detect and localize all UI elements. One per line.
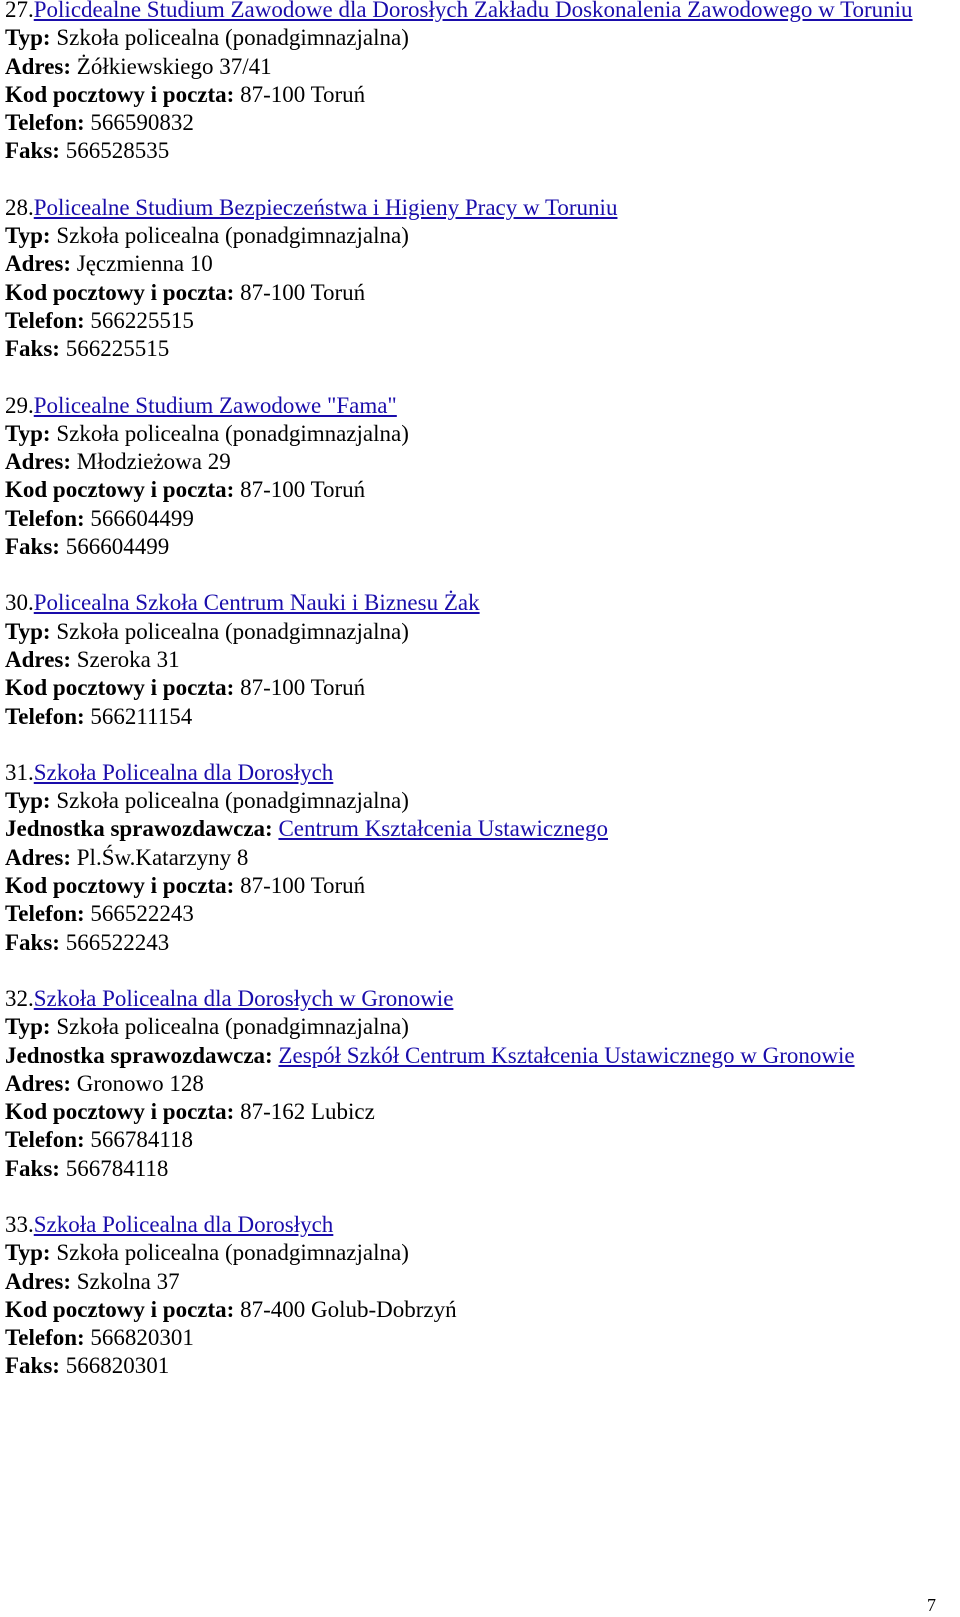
- school-name-link[interactable]: Policealne Studium Bezpieczeństwa i Higieny Pracy w Toruniu: [33, 194, 618, 220]
- reporting-unit-label: Jednostka sprawozdawcza:: [5, 1042, 273, 1068]
- fax-row: [5, 1352, 935, 1380]
- reporting-unit-link[interactable]: Centrum Kształcenia Ustawicznego: [278, 816, 608, 842]
- reporting-unit-link[interactable]: Zespół Szkół Centrum Kształcenia Ustawicznego w Gronowie: [278, 1042, 855, 1068]
- postal-row: [5, 476, 935, 504]
- entry-number: 32.: [5, 985, 34, 1011]
- address-value: Jęczmienna 10: [76, 251, 213, 277]
- document-body: [5, 0, 935, 1409]
- address-row: [5, 448, 935, 476]
- address-row: [5, 1268, 935, 1296]
- postal-row: [5, 81, 935, 109]
- entry-title-line: [5, 1211, 935, 1239]
- reporting-unit-row: [5, 1042, 935, 1070]
- type-value: Szkoła policealna (ponadgimnazjalna): [56, 223, 409, 249]
- type-value: Szkoła policealna (ponadgimnazjalna): [56, 1014, 409, 1040]
- school-entry: [5, 985, 935, 1183]
- type-label: Typ:: [5, 223, 51, 249]
- fax-row: [5, 929, 935, 957]
- type-value: Szkoła policealna (ponadgimnazjalna): [56, 618, 409, 644]
- school-entry: [5, 759, 935, 957]
- address-label: Adres:: [5, 844, 72, 870]
- type-value: Szkoła policealna (ponadgimnazjalna): [56, 420, 409, 446]
- school-entry: [5, 194, 935, 364]
- address-value: Szeroka 31: [76, 646, 180, 672]
- fax-value: 566820301: [65, 1353, 170, 1379]
- postal-label: Kod pocztowy i poczta:: [5, 873, 235, 899]
- phone-label: Telefon:: [5, 1127, 85, 1153]
- phone-row: [5, 703, 935, 731]
- postal-value: 87-162 Lubicz: [240, 1099, 375, 1125]
- phone-label: Telefon:: [5, 703, 85, 729]
- address-row: [5, 250, 935, 278]
- type-row: [5, 1239, 935, 1267]
- entry-title-line: [5, 759, 935, 787]
- fax-label: Faks:: [5, 138, 60, 164]
- type-label: Typ:: [5, 788, 51, 814]
- type-label: Typ:: [5, 1240, 51, 1266]
- type-value: Szkoła policealna (ponadgimnazjalna): [56, 788, 409, 814]
- postal-label: Kod pocztowy i poczta:: [5, 279, 235, 305]
- school-entry: [5, 392, 935, 562]
- address-label: Adres:: [5, 251, 72, 277]
- postal-label: Kod pocztowy i poczta:: [5, 1099, 235, 1125]
- entry-title-line: [5, 589, 935, 617]
- type-label: Typ:: [5, 25, 51, 51]
- fax-label: Faks:: [5, 929, 60, 955]
- phone-value: 566522243: [90, 901, 194, 927]
- fax-value: 566225515: [65, 336, 170, 362]
- phone-value: 566784118: [90, 1127, 194, 1153]
- address-row: [5, 53, 935, 81]
- entry-number: 27.: [5, 0, 34, 22]
- phone-label: Telefon:: [5, 901, 85, 927]
- postal-row: [5, 279, 935, 307]
- address-label: Adres:: [5, 449, 72, 475]
- postal-value: 87-400 Golub-Dobrzyń: [240, 1296, 457, 1322]
- entry-number: 28.: [5, 194, 34, 220]
- fax-value: 566784118: [65, 1155, 169, 1181]
- entry-title-line: [5, 0, 935, 24]
- address-value: Młodzieżowa 29: [76, 449, 231, 475]
- type-row: [5, 222, 935, 250]
- postal-row: [5, 872, 935, 900]
- phone-label: Telefon:: [5, 1325, 85, 1351]
- entry-title-line: [5, 392, 935, 420]
- entry-number: 33.: [5, 1211, 34, 1237]
- type-value: Szkoła policealna (ponadgimnazjalna): [56, 25, 409, 51]
- fax-row: [5, 137, 935, 165]
- school-name-link[interactable]: Policealne Studium Zawodowe "Fama": [33, 392, 397, 418]
- school-entry: [5, 0, 935, 166]
- school-name-link[interactable]: Szkoła Policealna dla Dorosłych w Gronowie: [33, 985, 454, 1011]
- address-label: Adres:: [5, 646, 72, 672]
- school-entry: [5, 589, 935, 730]
- postal-value: 87-100 Toruń: [240, 279, 366, 305]
- type-label: Typ:: [5, 618, 51, 644]
- postal-label: Kod pocztowy i poczta:: [5, 477, 235, 503]
- phone-row: [5, 1324, 935, 1352]
- page-number: 7: [927, 1595, 936, 1615]
- fax-label: Faks:: [5, 1353, 60, 1379]
- type-row: [5, 420, 935, 448]
- postal-row: [5, 1098, 935, 1126]
- phone-label: Telefon:: [5, 307, 85, 333]
- phone-row: [5, 1126, 935, 1154]
- postal-label: Kod pocztowy i poczta:: [5, 1296, 235, 1322]
- postal-row: [5, 1296, 935, 1324]
- fax-value: 566604499: [65, 534, 170, 560]
- phone-value: 566590832: [90, 110, 194, 136]
- address-value: Żółkiewskiego 37/41: [76, 53, 272, 79]
- postal-row: [5, 674, 935, 702]
- type-row: [5, 787, 935, 815]
- address-row: [5, 844, 935, 872]
- postal-value: 87-100 Toruń: [240, 81, 366, 107]
- address-value: Gronowo 128: [76, 1070, 204, 1096]
- phone-row: [5, 307, 935, 335]
- phone-label: Telefon:: [5, 110, 85, 136]
- fax-value: 566528535: [65, 138, 170, 164]
- entry-title-line: [5, 985, 935, 1013]
- address-row: [5, 646, 935, 674]
- postal-label: Kod pocztowy i poczta:: [5, 675, 235, 701]
- type-row: [5, 618, 935, 646]
- postal-label: Kod pocztowy i poczta:: [5, 81, 235, 107]
- type-value: Szkoła policealna (ponadgimnazjalna): [56, 1240, 409, 1266]
- address-value: Pl.Św.Katarzyny 8: [76, 844, 249, 870]
- phone-value: 566820301: [90, 1325, 194, 1351]
- school-name-link[interactable]: Policealna Szkoła Centrum Nauki i Biznesu Żak: [33, 590, 480, 616]
- address-value: Szkolna 37: [76, 1268, 180, 1294]
- postal-value: 87-100 Toruń: [240, 477, 366, 503]
- fax-row: [5, 335, 935, 363]
- phone-row: [5, 109, 935, 137]
- fax-value: 566522243: [65, 929, 170, 955]
- fax-label: Faks:: [5, 1155, 60, 1181]
- school-entry: [5, 1211, 935, 1381]
- address-label: Adres:: [5, 53, 72, 79]
- phone-value: 566604499: [90, 505, 194, 531]
- school-name-link[interactable]: Policdealne Studium Zawodowe dla Dorosłych Zakładu Doskonalenia Zawodowego w Toruniu: [33, 0, 913, 22]
- phone-row: [5, 900, 935, 928]
- phone-value: 566211154: [90, 703, 193, 729]
- fax-row: [5, 533, 935, 561]
- entry-title-line: [5, 194, 935, 222]
- phone-label: Telefon:: [5, 505, 85, 531]
- fax-label: Faks:: [5, 534, 60, 560]
- fax-row: [5, 1155, 935, 1183]
- address-label: Adres:: [5, 1268, 72, 1294]
- entry-number: 31.: [5, 759, 34, 785]
- type-label: Typ:: [5, 1014, 51, 1040]
- phone-value: 566225515: [90, 307, 194, 333]
- entry-number: 29.: [5, 392, 34, 418]
- school-name-link[interactable]: Szkoła Policealna dla Dorosłych: [33, 1211, 334, 1237]
- type-label: Typ:: [5, 420, 51, 446]
- phone-row: [5, 505, 935, 533]
- school-name-link[interactable]: Szkoła Policealna dla Dorosłych: [33, 759, 334, 785]
- reporting-unit-row: [5, 815, 935, 843]
- fax-label: Faks:: [5, 336, 60, 362]
- address-row: [5, 1070, 935, 1098]
- reporting-unit-label: Jednostka sprawozdawcza:: [5, 816, 273, 842]
- postal-value: 87-100 Toruń: [240, 675, 366, 701]
- type-row: [5, 1013, 935, 1041]
- address-label: Adres:: [5, 1070, 72, 1096]
- type-row: [5, 24, 935, 52]
- entry-number: 30.: [5, 590, 34, 616]
- postal-value: 87-100 Toruń: [240, 873, 366, 899]
